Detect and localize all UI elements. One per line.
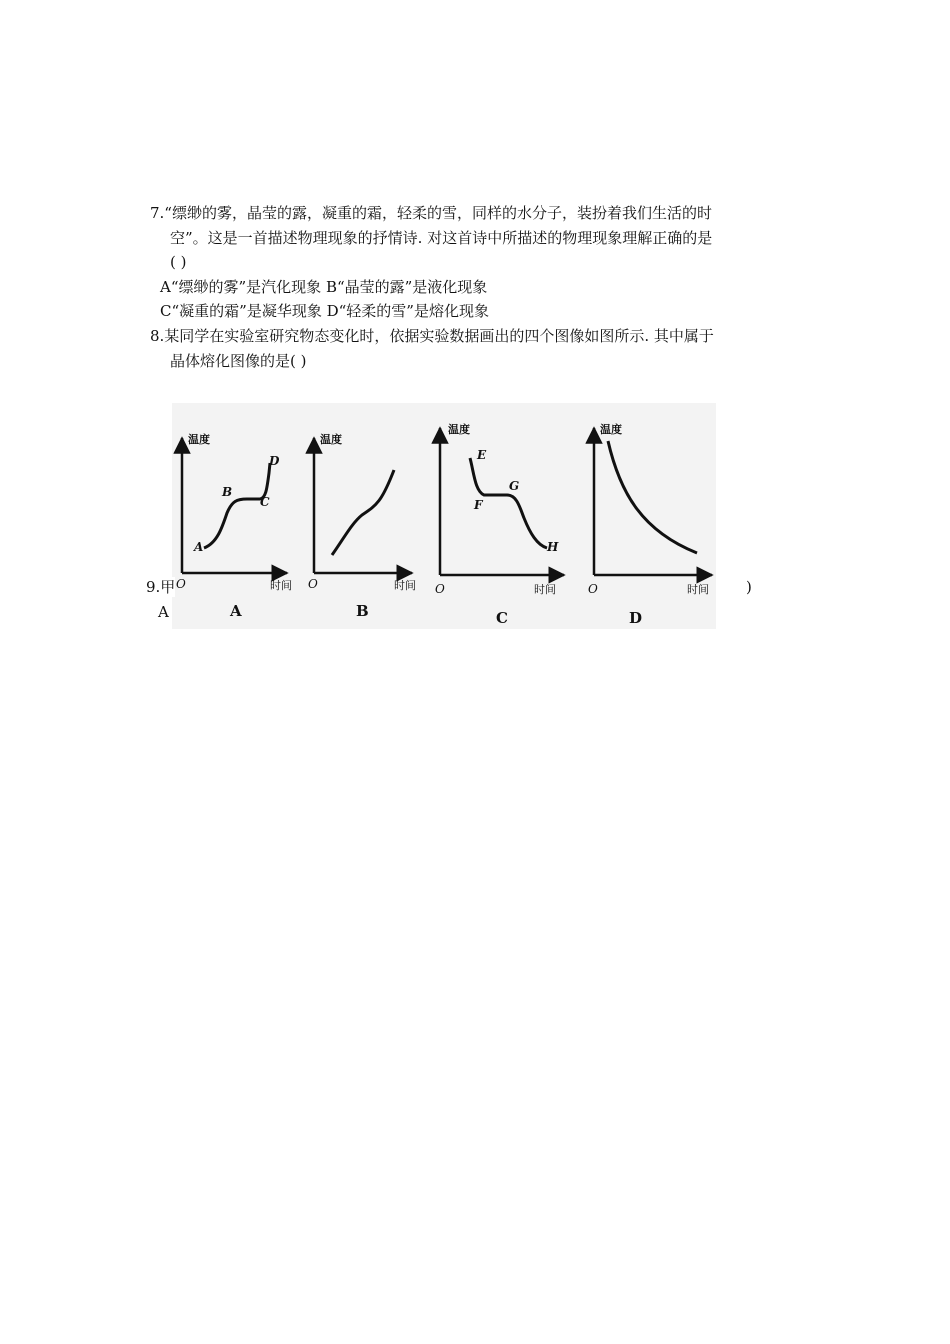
graph-b-letter: B (356, 602, 369, 620)
graph-c-point-e: E (477, 448, 487, 462)
q7-line-3: ( ) (170, 253, 187, 271)
graph-b-xlabel: 时间 (394, 579, 416, 592)
graph-a-xlabel: 时间 (270, 579, 292, 592)
q9-option-a: A (158, 603, 169, 621)
q9-start: 9.甲 (146, 578, 176, 596)
q9-end: ) (746, 578, 752, 596)
graph-c-xlabel: 时间 (534, 583, 556, 596)
graph-figure (172, 403, 716, 629)
graph-c-point-h: H (547, 540, 559, 554)
graph-a-point-c: C (260, 495, 270, 509)
graph-b-origin: O (308, 577, 318, 591)
graph-b-ylabel: 温度 (320, 433, 342, 446)
graph-a-letter: A (230, 602, 242, 620)
graph-a-point-b: B (222, 485, 233, 499)
graph-a (176, 432, 292, 620)
q8-line-1: 8.某同学在实验室研究物态变化时，依据实验数据画出的四个图像如图所示. 其中属于 (150, 327, 714, 345)
graph-a-point-a: A (194, 540, 204, 554)
q7-options-row-1: A“缥缈的雾”是汽化现象 B“晶莹的露”是液化现象 (160, 278, 488, 296)
graph-d (588, 422, 712, 627)
q7-line-2: 空”。这是一首描述物理现象的抒情诗. 对这首诗中所描述的物理现象理解正确的是 (170, 229, 713, 247)
graph-b-curve (332, 470, 394, 555)
q7-line-1: 7.“缥缈的雾，晶莹的露，凝重的霜，轻柔的雪，同样的水分子，装扮着我们生活的时 (150, 204, 712, 222)
graph-a-origin: O (176, 577, 186, 591)
graph-d-xlabel: 时间 (687, 583, 709, 596)
graph-a-ylabel: 温度 (188, 433, 210, 446)
graph-d-origin: O (588, 582, 598, 596)
graph-d-letter: D (629, 609, 643, 627)
graph-d-curve (608, 441, 697, 553)
graph-c-letter: C (496, 609, 508, 627)
q7-options-row-2: C“凝重的霜”是凝华现象 D“轻柔的雪”是熔化现象 (160, 302, 489, 320)
graph-b (308, 432, 416, 620)
graphs-svg (172, 403, 716, 629)
graph-c-point-g: G (509, 479, 520, 493)
graph-a-point-d: D (269, 454, 280, 468)
graph-c-origin: O (435, 582, 445, 596)
graph-d-ylabel: 温度 (600, 423, 622, 436)
graph-c-point-f: F (474, 498, 483, 512)
graph-c (435, 422, 564, 627)
graph-c-ylabel: 温度 (448, 423, 470, 436)
q8-line-2: 晶体熔化图像的是( ) (170, 352, 307, 370)
